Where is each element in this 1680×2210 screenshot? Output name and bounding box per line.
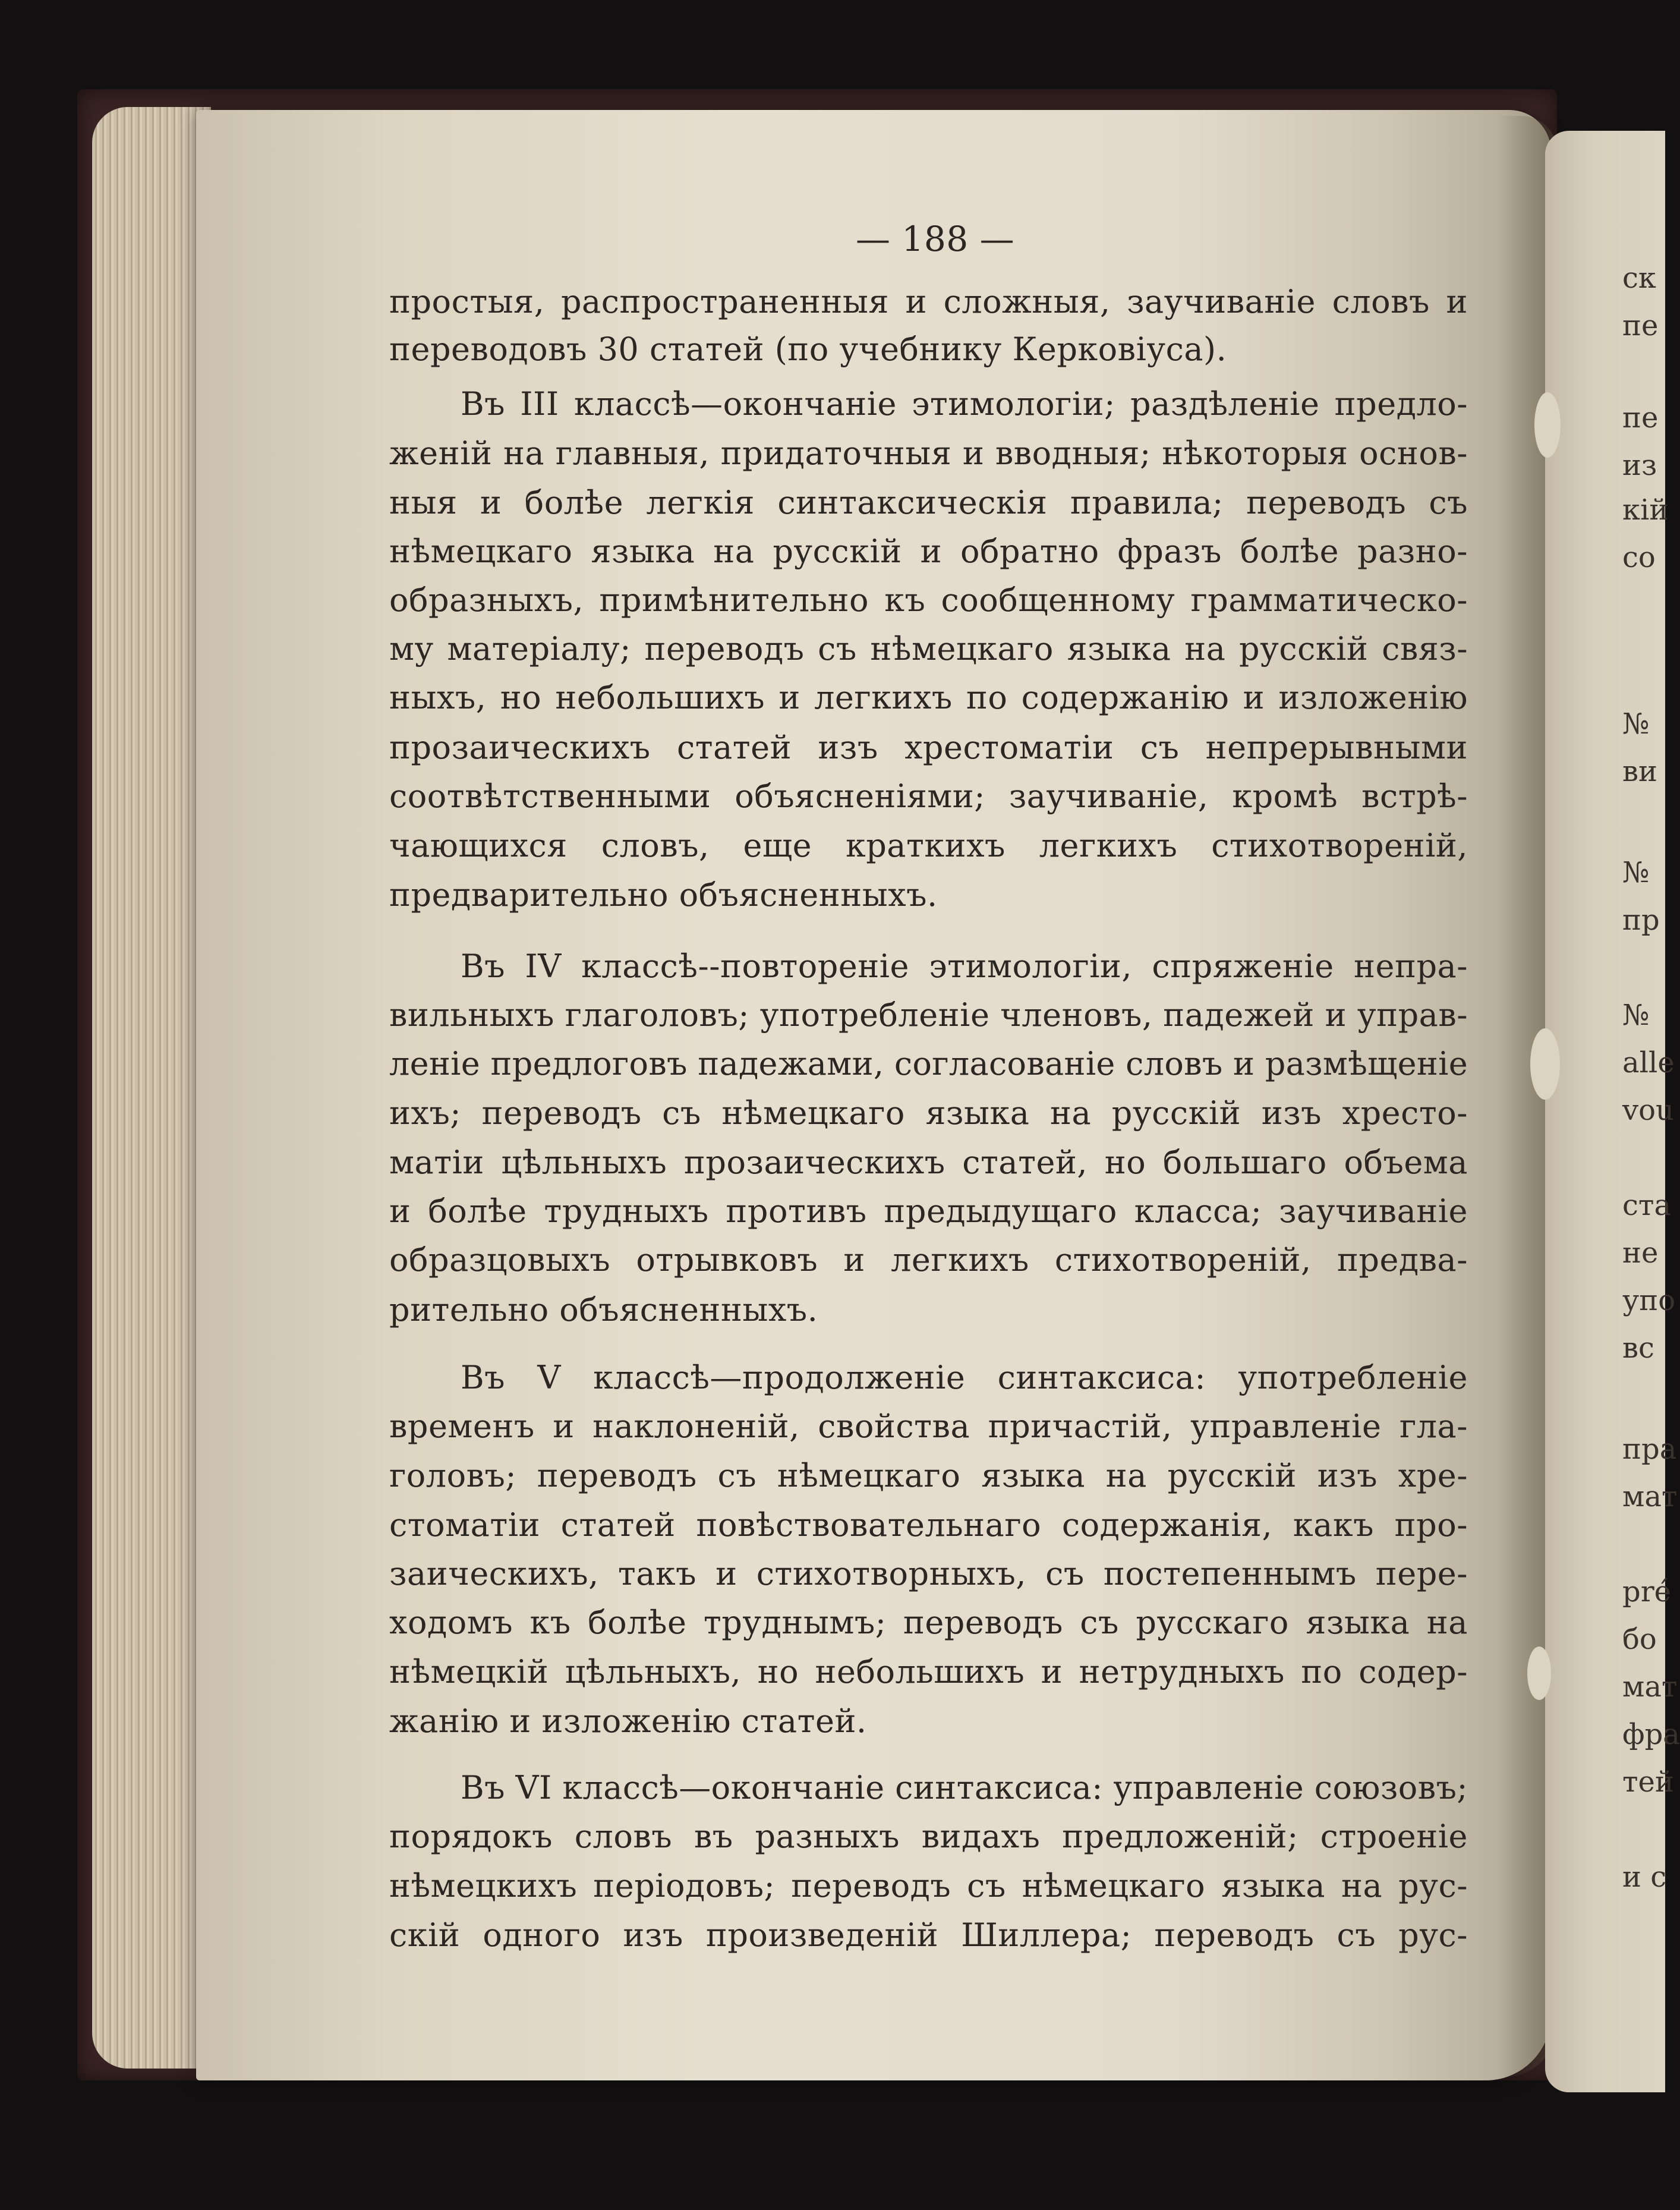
text-line: Въ IV классѣ--повторенiе этимологiи, спряженiе непра-	[461, 947, 1468, 985]
text-line: нѣмецкаго языка на русскiй и обратно фразъ болѣе разно-	[389, 533, 1468, 570]
facing-page-fragment: №	[1622, 707, 1650, 741]
facing-page-fragment: vou	[1622, 1094, 1674, 1127]
facing-page-fragment: и с	[1622, 1860, 1667, 1894]
facing-page-fragment: вс	[1622, 1331, 1654, 1365]
text-line: нѣмецкихъ перiодовъ; переводъ съ нѣмецкаго языка на рус-	[389, 1867, 1468, 1904]
text-line: вильныхъ глаголовъ; употребленiе членовъ, падежей и управ-	[389, 996, 1468, 1034]
facing-page-fragment: из	[1622, 449, 1657, 482]
text-line: женiй на главныя, придаточныя и вводныя; нѣкоторыя основ-	[389, 435, 1468, 472]
text-line: ходомъ къ болѣе труднымъ; переводъ съ русскаго языка на	[389, 1604, 1468, 1641]
binding-thread	[1534, 392, 1561, 458]
facing-page-fragment: упо	[1622, 1284, 1676, 1317]
binding-thread	[1527, 1647, 1551, 1700]
text-line: Въ VI классѣ—окончанiе синтаксиса: управленiе союзовъ;	[461, 1769, 1468, 1806]
facing-page-fragment: мат	[1622, 1670, 1678, 1704]
text-line: му матерiалу; переводъ съ нѣмецкаго языка на русскiй связ-	[389, 630, 1468, 668]
facing-page-fragment: тей	[1622, 1765, 1674, 1799]
facing-page-fragment: пе	[1622, 401, 1659, 435]
text-line: временъ и наклоненiй, свойства причастiй, управленiе гла-	[389, 1408, 1468, 1445]
text-line: скiй одного изъ произведенiй Шиллера; переводъ съ рус-	[389, 1916, 1468, 1954]
facing-page-fragment: со	[1622, 541, 1656, 574]
facing-page-fragment: пе	[1622, 309, 1659, 342]
facing-page-fragment: кій	[1622, 493, 1669, 527]
text-line: переводовъ 30 статей (по учебнику Керковiуса).	[389, 330, 1227, 368]
text-line: Въ III классѣ—окончанiе этимологiи; раздѣленiе предло-	[461, 385, 1468, 423]
text-line: ихъ; переводъ съ нѣмецкаго языка на русскiй изъ хресто-	[389, 1094, 1468, 1132]
text-line: ленiе предлоговъ падежами, согласованiе словъ и размѣщенiе	[389, 1045, 1468, 1082]
text-line: ныя и болѣе легкiя синтаксическiя правила; переводъ съ	[389, 484, 1468, 521]
text-line: и болѣе трудныхъ противъ предыдущаго класса; заучиванiе	[389, 1192, 1468, 1230]
facing-page-fragment: №	[1622, 856, 1650, 889]
facing-page-fragment: мат	[1622, 1480, 1678, 1513]
facing-page-fragment: alle	[1622, 1046, 1675, 1079]
text-line: матiи цѣльныхъ прозаическихъ статей, но большаго объема	[389, 1144, 1468, 1181]
text-line: нѣмецкiй цѣльныхъ, но небольшихъ и нетрудныхъ по содер-	[389, 1653, 1468, 1690]
text-line: образцовыхъ отрывковъ и легкихъ стихотворенiй, предва-	[389, 1241, 1468, 1279]
text-line: жанiю и изложенiю статей.	[389, 1702, 867, 1740]
facing-page-fragment: не	[1622, 1236, 1659, 1270]
text-line: предварительно объясненныхъ.	[389, 876, 938, 914]
facing-page-fragment: pré	[1622, 1575, 1672, 1608]
facing-page-fragment: ск	[1622, 262, 1656, 295]
facing-page-fragment: фра	[1622, 1718, 1680, 1751]
text-line: заическихъ, такъ и стихотворныхъ, съ постепеннымъ пере-	[389, 1555, 1468, 1592]
text-line: Въ V классѣ—продолженiе синтаксиса: употребленiе	[461, 1359, 1468, 1396]
text-line: соотвѣтственными объясненiями; заучиванiе, кромѣ встрѣ-	[389, 777, 1468, 815]
text-line: чающихся словъ, еще краткихъ легкихъ стихотворенiй,	[389, 827, 1468, 864]
facing-page-fragment: пр	[1622, 903, 1660, 937]
text-line: ныхъ, но небольшихъ и легкихъ по содержанiю и изложенiю	[389, 679, 1468, 716]
facing-page-fragment: №	[1622, 999, 1650, 1032]
text-line: головъ; переводъ съ нѣмецкаго языка на русскiй изъ хре-	[389, 1457, 1468, 1494]
text-line: прозаическихъ статей изъ хрестоматiи съ непрерывными	[389, 729, 1468, 766]
facing-page-fragment: бо	[1622, 1623, 1657, 1656]
text-line: рительно объясненныхъ.	[389, 1291, 818, 1328]
facing-page-fragment: ви	[1622, 755, 1658, 788]
text-line: образныхъ, примѣнительно къ сообщенному грамматическо-	[389, 581, 1468, 619]
page-number: — 188 —	[856, 219, 1015, 259]
binding-thread	[1530, 1028, 1560, 1100]
text-line: простыя, распространенныя и сложныя, заучиванiе словъ и	[389, 283, 1468, 320]
text-line: стоматiи статей повѣствовательнаго содержанiя, какъ про-	[389, 1506, 1468, 1544]
text-line: порядокъ словъ въ разныхъ видахъ предложенiй; строенiе	[389, 1818, 1468, 1855]
facing-page-fragment: ста	[1622, 1189, 1672, 1222]
facing-page-fragment: пра	[1622, 1433, 1677, 1466]
page-edges	[92, 107, 211, 2069]
